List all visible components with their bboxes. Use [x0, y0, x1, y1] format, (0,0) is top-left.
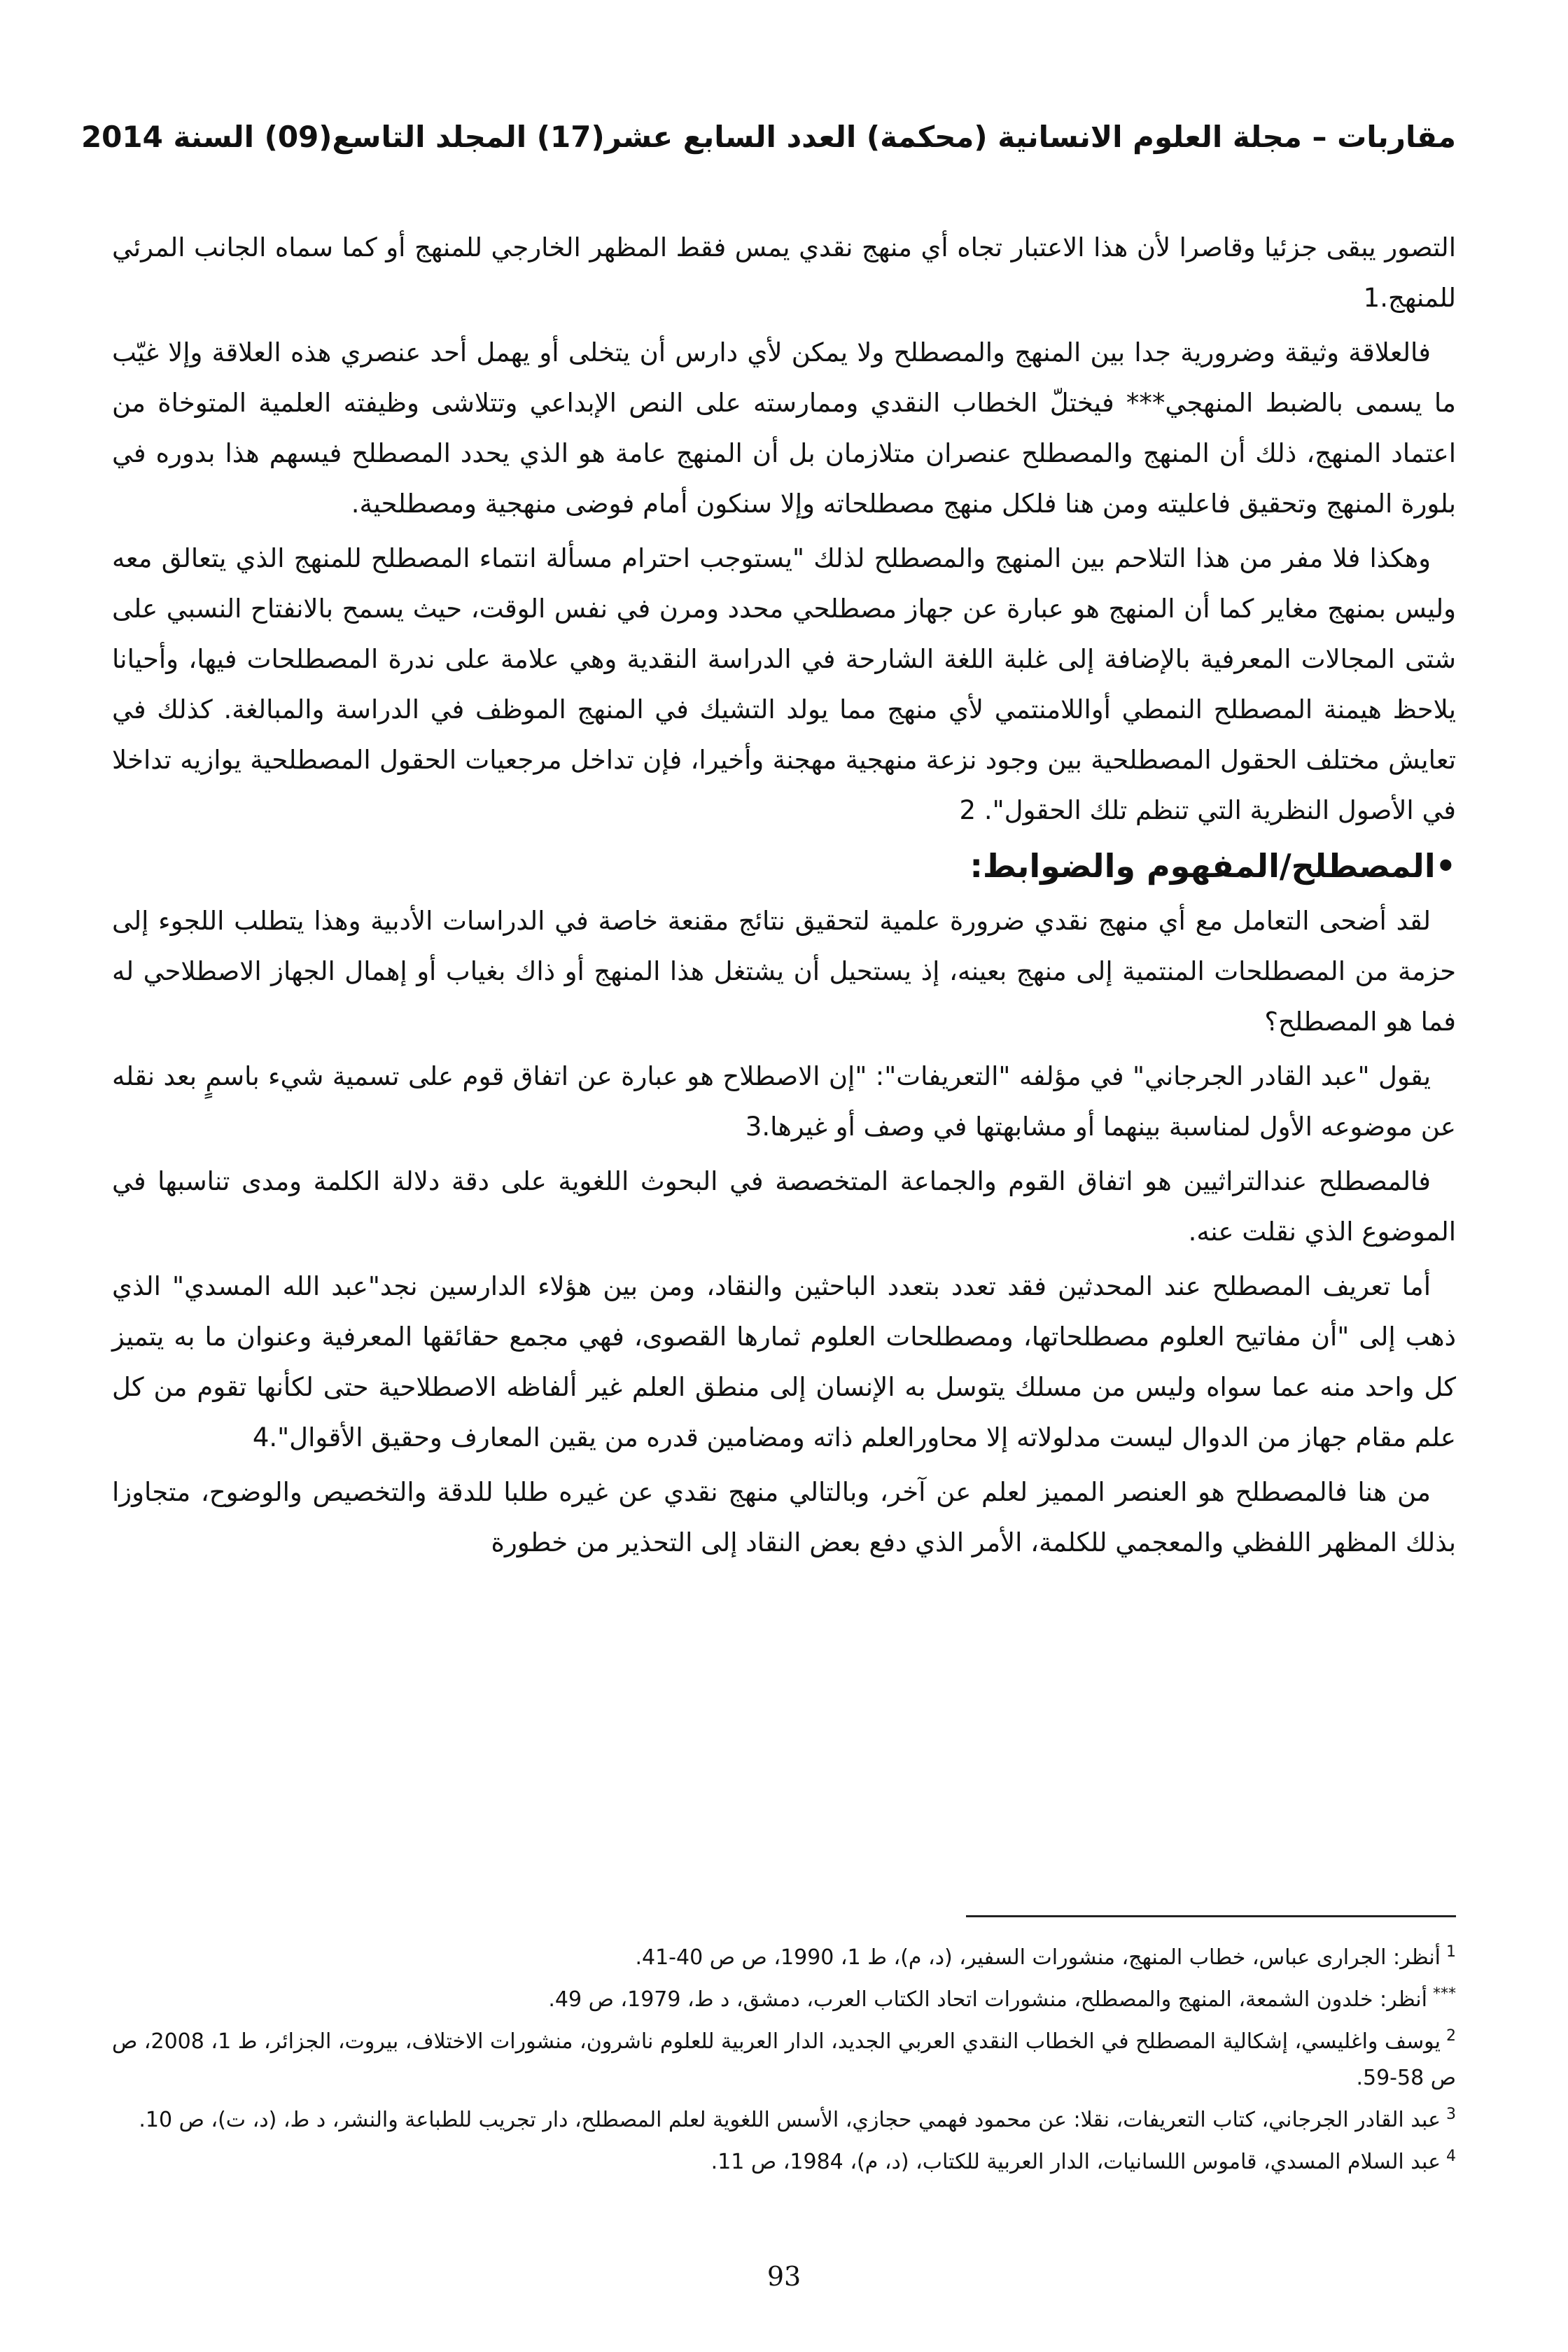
running-header: مقاربات – مجلة العلوم الانسانية (محكمة) العدد السابع عشر(17) المجلد التاسع(09) السنة 2014 — [80, 120, 1456, 154]
footnote-4 — [112, 2138, 1456, 2180]
paragraph-3: وهكذا فلا مفر من هذا التلاحم بين المنهج والمصطلح لذلك "يستوجب احترام مسألة انتماء المصطلح للمنهج الذي يتعالق معه وليس بمنهج مغاير كما أن المنهج هو عبارة عن جهاز مصطلحي محدد ومرن في نفس الوقت، حيث يسمح بالانفتاح النسبي على شتى المجالات المعرفية بالإضافة إلى غلبة اللغة الشارحة في الدراسة النقدية وهي علامة على ندرة المصطلحات فيها، وأحيانا يلاحظ هيمنة المصطلح النمطي أواللامنتمي لأي منهج مما يولد التشيك في المنهج الموظف في الدراسة والمبالغة. كذلك في تعايش مختلف الحقول المصطلحية بين وجود نزعة منهجية مهجنة وأخيرا، فإن تداخل مرجعيات الحقول المصطلحية يوازيه تداخلا في الأصول النظرية التي تنظم تلك الحقول". 2 — [112, 543, 1456, 825]
footnote-3 — [112, 2096, 1456, 2138]
footnote-mark: 4 — [1446, 2148, 1456, 2165]
paragraph-7: أما تعريف المصطلح عند المحدثين فقد تعدد بتعدد الباحثين والنقاد، ومن بين هؤلاء الدارسين نجد"عبد الله المسدي" الذي ذهب إلى "أن مفاتيح العلوم مصطلحاتها، ومصطلحات العلوم ثمارها القصوى، فهي مجمع حقائقها المعرفية وعنوان ما به يتميز كل واحد منه عما سواه وليس من مسلك يتوسل به الإنسان إلى منطق العلم غير ألفاظه الاصطلاحية حتى لكأنها تقوم من كل علم مقام جهاز من الدوال ليست مدلولاته إلا محاورالعلم ذاته ومضامين قدره من يقين المعارف وحقيق الأقوال".4 — [112, 1271, 1456, 1452]
paragraph-5: يقول "عبد القادر الجرجاني" في مؤلفه "التعريفات": "إن الاصطلاح هو عبارة عن اتفاق قوم على تسمية شيء باسمٍ بعد نقله عن موضوعه الأول لمناسبة بينهما أو مشابهتها في وصف أو غيرها.3 — [112, 1061, 1456, 1142]
footnotes — [112, 1915, 1456, 2180]
footnote-divider — [966, 1915, 1456, 1917]
footnote-text: عبد السلام المسدي، قاموس اللسانيات، الدار العربية للكتاب، (د، م)، 1984، ص 11. — [710, 2150, 1441, 2174]
footnote-mark: 1 — [1446, 1943, 1456, 1961]
footnote-2 — [112, 2018, 1456, 2096]
footnote-mark: 2 — [1446, 2027, 1456, 2045]
footnote-text: أنظر: خلدون الشمعة، المنهج والمصطلح، منشورات اتحاد الكتاب العرب، دمشق، د ط، 1979، ص 49. — [548, 1987, 1427, 2012]
footnote-star — [112, 1976, 1456, 2018]
paragraph-4: لقد أضحى التعامل مع أي منهج نقدي ضرورة علمية لتحقيق نتائج مقنعة خاصة في الدراسات الأدبية وهذا يتطلب اللجوء إلى حزمة من المصطلحات المنتمية إلى منهج بعينه، إذ يستحيل أن يشتغل هذا المنهج أو ذاك بغياب أو إهمال الجهاز الاصطلاحي له فما هو المصطلح؟ — [112, 906, 1456, 1037]
paragraph-1: التصور يبقى جزئيا وقاصرا لأن هذا الاعتبار تجاه أي منهج نقدي يمس فقط المظهر الخارجي للمنهج أو كما سماه الجانب المرئي للمنهج.1 — [112, 232, 1456, 313]
section-heading: •المصطلح/المفهوم والضوابط: — [969, 847, 1456, 885]
footnote-text: أنظر: الجرارى عباس، خطاب المنهج، منشورات السفير، (د، م)، ط 1، 1990، ص ص 40-41. — [635, 1945, 1441, 1970]
page-number: 93 — [766, 2261, 802, 2292]
footnote-mark: *** — [1433, 1985, 1456, 2003]
paragraph-2: فالعلاقة وثيقة وضرورية جدا بين المنهج والمصطلح ولا يمكن لأي دارس أن يتخلى أو يهمل أحد عنصري هذه العلاقة وإلا غيّب ما يسمى بالضبط المنهجي*** فيختلّ الخطاب النقدي وممارسته على النص الإبداعي وتتلاشى وظيفته العلمية المتوخاة من اعتماد المنهج، ذلك أن المنهج والمصطلح عنصران متلازمان بل أن المنهج عامة هو الذي يحدد المصطلح فيسهم هذا بدوره في بلورة المنهج وتحقيق فاعليته ومن هنا فلكل منهج مصطلحاته وإلا سنكون أمام فوضى منهجية ومصطلحية. — [112, 337, 1456, 519]
footnote-1 — [112, 1934, 1456, 1976]
paragraph-6: فالمصطلح عندالتراثيين هو اتفاق القوم والجماعة المتخصصة في البحوث اللغوية على دقة دلالة الكلمة ومدى تناسبها في الموضوع الذي نقلت عنه. — [112, 1166, 1456, 1247]
footnote-text: عبد القادر الجرجاني، كتاب التعريفات، نقلا: عن محمود فهمي حجازي، الأسس اللغوية لعلم المصطلح، دار تجريب للطباعة والنشر، د ط، (د، ت)، ص 10. — [139, 2108, 1441, 2132]
footnote-text: يوسف واغليسي، إشكالية المصطلح في الخطاب النقدي العربي الجديد، الدار العربية للعلوم ناشرون، منشورات الاختلاف، بيروت، الجزائر، ط 1، 2008، ص ص 58-59. — [112, 2029, 1456, 2090]
footnote-mark: 3 — [1446, 2106, 1456, 2123]
paragraph-8: من هنا فالمصطلح هو العنصر المميز لعلم عن آخر، وبالتالي منهج نقدي عن غيره طلبا للدقة والتخصيص والوضوح، متجاوزا بذلك المظهر اللفظي والمعجمي للكلمة، الأمر الذي دفع بعض النقاد إلى التحذير من خطورة — [112, 1477, 1456, 1558]
